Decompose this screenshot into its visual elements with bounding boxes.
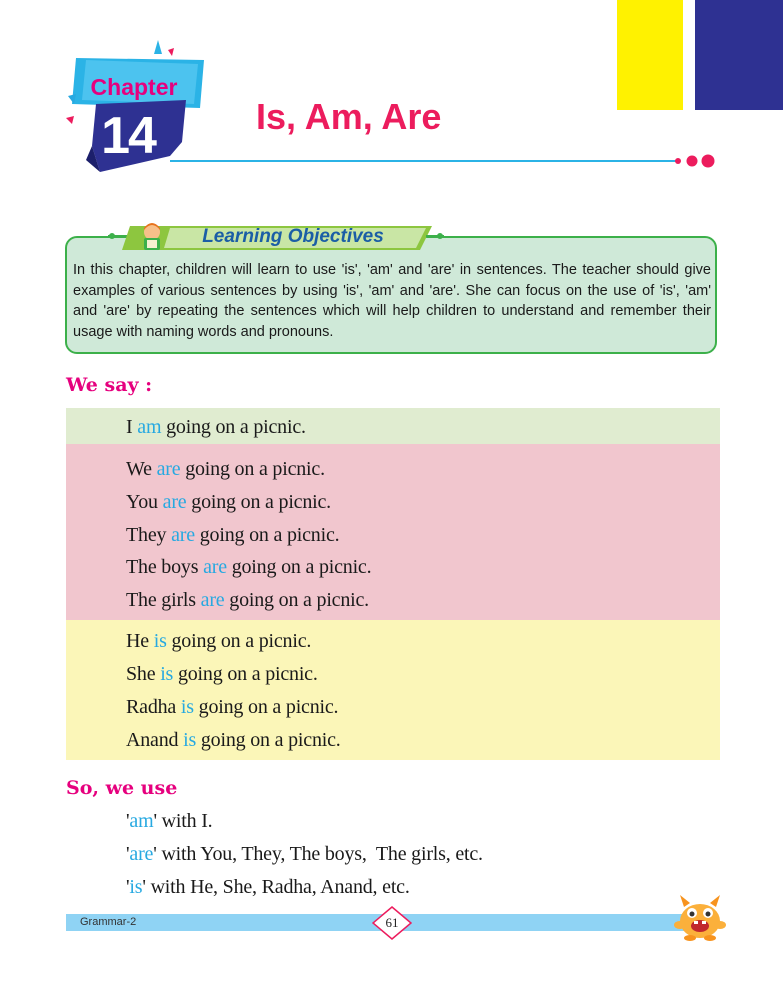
verb-highlight: are: [156, 458, 181, 480]
verb-highlight: am: [129, 810, 154, 832]
title-dots-ornament: [672, 152, 722, 170]
verb-highlight: am: [137, 416, 162, 438]
decor-navy-block: [695, 0, 783, 110]
chapter-number: 14: [101, 107, 155, 165]
verb-highlight: is: [160, 663, 174, 685]
sentence-line: The girls are going on a picnic.: [126, 589, 369, 611]
sentence-line: You are going on a picnic.: [126, 491, 331, 513]
verb-highlight: is: [183, 729, 197, 751]
mascot-monster-icon: [672, 893, 728, 941]
learning-objectives-title: Learning Objectives: [202, 226, 384, 247]
chapter-title: Is, Am, Are: [256, 96, 442, 137]
sentence-line: The boys are going on a picnic.: [126, 556, 372, 578]
title-rule: [170, 160, 680, 162]
page-number: 61: [385, 915, 399, 930]
sentence-line: They are going on a picnic.: [126, 524, 340, 546]
verb-highlight: is: [129, 876, 143, 898]
verb-highlight: is: [153, 630, 167, 652]
verb-highlight: are: [203, 556, 227, 578]
footer-book-label: Grammar-2: [80, 916, 137, 928]
sentence-line: I am going on a picnic.: [126, 416, 306, 438]
sentence-line: Radha is going on a picnic.: [126, 696, 339, 718]
usage-rule: 'is' with He, She, Radha, Anand, etc.: [126, 876, 410, 898]
we-say-heading: We say :: [66, 374, 153, 396]
usage-rule: 'are' with You, They, The boys, The girls, etc.: [126, 843, 483, 865]
sentence-line: She is going on a picnic.: [126, 663, 318, 685]
so-we-use-heading: So, we use: [66, 777, 178, 799]
chapter-label: Chapter: [90, 74, 178, 100]
usage-rule: 'am' with I.: [126, 810, 213, 832]
verb-highlight: are: [162, 491, 187, 513]
sentence-line: He is going on a picnic.: [126, 630, 312, 652]
decor-yellow-block: [617, 0, 683, 110]
sentence-line: We are going on a picnic.: [126, 458, 325, 480]
verb-highlight: is: [180, 696, 194, 718]
verb-highlight: are: [200, 589, 225, 611]
verb-highlight: are: [129, 843, 154, 865]
learning-objectives-text: In this chapter, children will learn to use 'is', 'am' and 'are' in sentences. The teacher should give examples of various sentences by using 'is', 'am' and 'are'. She can focus on the use of 'is', 'am' and 'are' by repeating the sentences which will help children to understand and remember their usage with naming words and pronouns.: [73, 262, 711, 340]
sentence-line: Anand is going on a picnic.: [126, 729, 341, 751]
verb-highlight: are: [171, 524, 195, 546]
